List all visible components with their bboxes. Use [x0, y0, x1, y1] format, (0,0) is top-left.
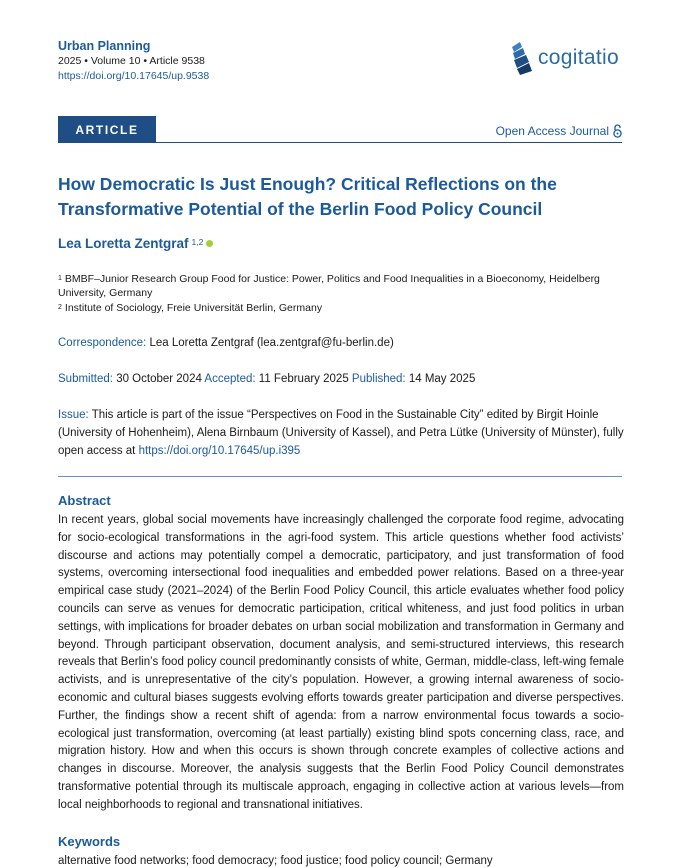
submitted-label: Submitted:	[58, 373, 113, 385]
abstract-text: In recent years, global social movements have increasingly challenged the corporate food regime, advocating for socio-ecological transformations in the agri-food system. This article questions whether food activists’ discourse and actions may potentially compel a democratic, participatory, and just transformation of food systems, overcoming intersectional food inequalities and embedded power relations. Based on a three-year empirical case study (2021–2024) of the Berlin Food Policy Council, this article evaluates whether food policy councils can serve as venues for democratic participation, critical whiteness, and just food politics in urban settings, with implications for broader debates on urban social mobilization and transformation in Germany and beyond. Through participant observation, document analysis, and semi-structured interviews, this research reveals that Berlin’s food policy council predominantly consists of white, German, middle-class, left-wing female activists, and is unrepresentative of the city’s population. However, a growing internal awareness of socio-economic and cultural biases suggests evolving efforts towards greater participation and diverse perspectives. Further, the findings show a recent shift of agenda: from a narrow environmental focus towards a socio-ecological just transformation, overcoming (at least partially) existing blind spots concerning class, race, and migration history. How and when this occurs is shown through concrete examples of collective actions and changes in discourse. Moreover, the analysis suggests that the Berlin Food Policy Council demonstrates transformative potential through its multiscale approach, engaging in collective action at various levels—from local neighborhoods to regional and transnational initiatives.	[58, 514, 624, 811]
journal-name[interactable]: Urban Planning	[58, 39, 151, 53]
published-date: 14 May 2025	[408, 373, 476, 385]
accepted-date: 11 February 2025	[258, 373, 349, 385]
issue-text: This article is part of the issue “Perspectives on Food in the Sustainable City” edited by Birgit Hoinle (University of Hohenheim), Alena Birnbaum (University of Kassel), and Petra Lütke (University of Münster), fully open access at	[58, 409, 624, 457]
issue-link[interactable]: https://doi.org/10.17645/up.i395	[138, 445, 301, 457]
author-name[interactable]: Lea Loretta Zentgraf	[58, 236, 189, 251]
author-line	[58, 236, 213, 251]
accepted-label: Accepted:	[204, 373, 256, 385]
submitted-date: 30 October 2024	[116, 373, 202, 385]
keywords-text: alternative food networks; food democracy; food justice; food policy council; Germany	[58, 855, 493, 867]
orcid-icon[interactable]	[206, 240, 213, 247]
affiliation-number: 1	[58, 275, 62, 282]
correspondence-label: Correspondence:	[58, 337, 147, 349]
publication-dates	[58, 372, 475, 387]
journal-meta: 2025 • Volume 10 • Article 9538	[58, 55, 205, 67]
affiliation-text: BMBF–Junior Research Group Food for Justice: Power, Politics and Food Inequalities in a Bioeconomy, Heidelberg University, Germany	[58, 273, 600, 299]
affiliation-text: Institute of Sociology, Freie Universität Berlin, Germany	[64, 302, 323, 314]
header-divider	[58, 142, 622, 143]
published-label: Published:	[351, 373, 406, 385]
cogitatio-logo-icon	[510, 41, 534, 75]
open-lock-icon	[613, 124, 622, 138]
correspondence	[58, 336, 394, 351]
article-title: How Democratic Is Just Enough? Critical Reflections on the Transformative Potential of the Berlin Food Policy Council	[58, 174, 557, 219]
open-access-label	[496, 124, 622, 138]
author-affiliation-marks: 1,2	[191, 237, 204, 247]
abstract-heading: Abstract	[58, 493, 111, 508]
cogitatio-logo[interactable]	[510, 40, 625, 76]
issue-note	[58, 406, 624, 460]
journal-header	[58, 39, 209, 84]
section-divider	[58, 476, 622, 477]
issue-label: Issue:	[58, 409, 89, 421]
open-access-text: Open Access Journal	[495, 124, 609, 138]
affiliation-number: 2	[58, 304, 62, 311]
article-doi-link[interactable]: https://doi.org/10.17645/up.9538	[58, 70, 210, 82]
correspondence-value[interactable]: Lea Loretta Zentgraf (lea.zentgraf@fu-berlin.de)	[149, 337, 394, 349]
logo-wordmark: cogitatio	[538, 46, 619, 69]
keywords-heading: Keywords	[58, 834, 121, 849]
affiliation-2	[58, 301, 618, 315]
affiliation-1	[58, 272, 618, 300]
article-type-badge: ARTICLE	[58, 116, 156, 143]
